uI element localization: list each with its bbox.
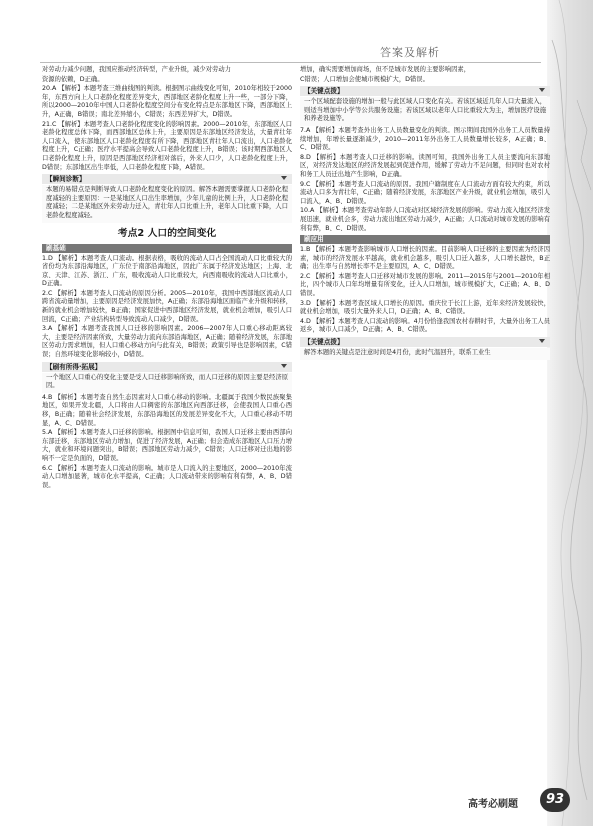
keypoint2-text: 解答本题的关键点是注意时间是4月份，此时气温回升，联系工业生: [300, 348, 550, 360]
right-top-line-2: C错误；人口增加会使城市规模扩大，D错误。: [300, 75, 429, 83]
answer-3: 3.A 【解析】本题考查我国人口迁移的影响因素。2006—2007年人口重心移动距离较大，主要是经济因素所致，大量劳动力流向东部沿海地区，A正确；随着经济发展，东部地区劳动力需求增加，但人口重心移动方向与此有关，B错误；政策引导也是影响因素，C错误；自然环境变化影响较小，D错误。: [42, 325, 292, 359]
answer-20: 20.A 【解析】本题考查三维曲线图的判读。根据图示曲线变化可知，2010年相较于2000年，东西方向上人口老龄化程度差异变大，西部地区老龄化程度上升一些，一部分下降，所以2000—2010年中国人口老龄化程度空间分布变化特点是东部地区下降，西部地区上升，A正确，B错误；南北差异缩小，C错误；东西差异扩大，D错误。: [42, 85, 292, 118]
header-divider: [40, 62, 541, 63]
answer-10: 10.A 【解析】本题考查劳动年龄人口流动对区域经济发展的影响。劳动力流入地区经济发展迅速，就业机会多，劳动力流出地区劳动力减少，A正确；人口流动对城市发展的影响有利有弊，B、C、D错误。: [300, 207, 550, 232]
right-top-line-1: 增加，确实需要增加商场，但不是城市发展的主要影响因素，: [300, 66, 471, 73]
answer-7: 7.A 【解析】本题考查外出务工人员数量变化的判读。图示期间我国外出务工人员数量持续增加，年增长量逐渐减少，2010—2011年外出务工人员数量增长较多，A正确；B、C、D错误。: [300, 126, 550, 152]
insight2-box-header[interactable]: [42, 362, 292, 372]
insight2-title: 【刷有所得·拓展】: [46, 362, 102, 371]
app-answer-1: 1.B 【解析】本题考查影响城市人口增长的因素。目前影响人口迁移的主要因素为经济因素，城市的经济发展水平越高，就业机会越多，吸引人口迁入越多，人口增长越快，B正确；出生率与自然增长率不是主要原因，A、C、D错误。: [300, 246, 550, 271]
left-top-line-2: 资源的依赖，D正确。: [42, 75, 104, 83]
map-lines-decoration: [547, 0, 593, 826]
insight2-text: 一个地区人口重心的变化主要是受人口迁移影响所致，而人口迁移的原因主要是经济原因。: [42, 373, 292, 393]
answer-6: 6.C 【解析】本题考查人口流动的影响。城市是人口流入的主要地区，2000—2010年流动人口增加显著，城市化水平提高，C正确；人口流动带来的影响有利有弊，A、B、D错误。: [42, 464, 292, 489]
right-column: [300, 66, 550, 361]
section-header: 答案及解析: [380, 46, 440, 59]
answer-2: 2.C 【解析】本题考查人口流动的原因分析。2005—2010年，我国中西部地区流动人口跨省流动量增加，主要原因是经济发展加快，A正确；东部沿海地区面临产业升级和转移，新的就业机会增加较快，B正确；国家促进中西部地区经济发展，就业机会增加，吸引人口回流，C正确；产业结构转型导致流动人口减少，D错误。: [42, 289, 292, 323]
keypoint2-title: 【关键点拨】: [304, 338, 344, 347]
app-answer-4: 4.D 【解析】本题考查人口流动的影响。4月份恰逢我国农村春耕时节，大量外出务工人员返乡，城市人口减少，D正确；A、B、C错误。: [300, 317, 550, 334]
keypoint-text: 一个区域配套设施的增加一般与此区域人口变化有关。若该区域近几年人口大量流入，则适当增加中小学等公共服务设施；若该区域以老年人口比重较大为主，增加医疗设施和养老设施等。: [300, 97, 550, 126]
answer-21: 21.C 【解析】本题考查人口老龄化程度变化的影响因素。2000—2010年，东部地区人口老龄化程度总体下降，而西部地区总体上升，主要原因是东部地区经济发达，大量青壮年人口流入，使东部地区人口老龄化程度有所下降，西部地区青壮年人口流出，人口老龄化程度上升，C正确；医疗水平提高会导致人口老龄化程度上升，B错误；该时期西部地区人口老龄化程度上升，原因是西部地区经济相对落后，外来人口少，人口老龄化程度上升，D错误；东部地区出生率低，人口老龄化程度下降，A错误。: [42, 120, 292, 171]
footer-label: 高考必刷题: [468, 799, 518, 810]
insight-title: 【瞬间诊断】: [46, 175, 86, 184]
keypoint-title: 【关键点拨】: [304, 87, 344, 96]
map-decoration: [547, 0, 593, 826]
left-top-line-1: 对劳动力减少问题，我国应推动经济转型，产业升级，减少对劳动力: [42, 66, 231, 73]
keypoint2-box-header[interactable]: [300, 337, 550, 347]
answer-5: 5.A 【解析】本题考查人口迁移的影响。根据图中信息可知，我国人口迁移主要由西部向东部迁移，东部地区劳动力增加，促进了经济发展，A正确；但会造成东部地区人口压力增大，就业和环境问题突出，B错误；西部地区劳动力减少，C错误；人口迁移对迁出地的影响不一定是负面的，D错误。: [42, 429, 292, 462]
answer-1: 1.D 【解析】本题考查人口流动。根据表格，吸收的流动人口占全国流动人口比重较大的省份均为东部沿海地区，广东位于南部沿海地区，因此广东属于经济发达地区；上海、北京、天津、江苏、浙江、广东，吸收流动人口比重较大，向西南吸收的流动人口比重小，D正确。: [42, 254, 292, 288]
answer-8: 8.D 【解析】本题考查人口迁移的影响。读图可知，我国外出务工人员主要流向东部地区，对经济发达地区的经济发展起到促进作用，缓解了劳动力不足问题，但同时也对农村和务工人员迁出地产生影响，D正确。: [300, 153, 550, 178]
band-basic: 刷基础: [42, 244, 292, 253]
answer-4: 4.B 【解析】本题考查自然生态因素对人口重心移动的影响。北疆属于我国少数民族聚集地区，如果开发北疆，人口将由人口稠密的东部地区向西部迁移，会使我国人口重心西移，B正确；随着社会经济发展，东部沿海地区的发展差异变化不大，人口重心移动不明显，A、C、D错误。: [42, 393, 292, 427]
app-answer-2: 2.C 【解析】本题考查人口迁移对城市发展的影响。2011—2015年与2001—2010年相比，四个城市人口年均增量有所变化，迁入人口增加，城市规模扩大，C正确；A、B、D错误。: [300, 272, 550, 298]
keypoint-box-header[interactable]: [300, 86, 550, 96]
page-number-badge: 93: [540, 788, 570, 812]
insight-text: 本题的易错点是判断导致人口老龄化程度变化的原因。解答本题需要掌握人口老龄化程度减轻的主要原因：一是某地区人口出生率增加，少年儿童的比例上升，人口老龄化程度减轻；二是某地区外来劳动力迁入，青壮年人口比重上升，老年人口比重下降，人口老龄化程度减轻。: [42, 185, 292, 222]
band-application: 刷应用: [300, 235, 550, 244]
insight-box-header[interactable]: [42, 174, 292, 184]
answer-9: 9.C 【解析】本题考查人口流动的原因。我国户籍制度在人口流动方面有较大约束，所以流动人口多为青壮年，C正确；随着经济发展，东部地区产业升级，就业机会增加，吸引人口流入，A、B、D错误。: [300, 180, 550, 205]
left-column: [42, 66, 292, 491]
section-title: 考点2 人口的空间变化: [117, 227, 217, 239]
app-answer-3: 3.D 【解析】本题考查区域人口增长的原因。重庆位于长江上游，近年来经济发展较快，就业机会增加，吸引大量外来人口，D正确；A、B、C错误。: [300, 299, 550, 316]
